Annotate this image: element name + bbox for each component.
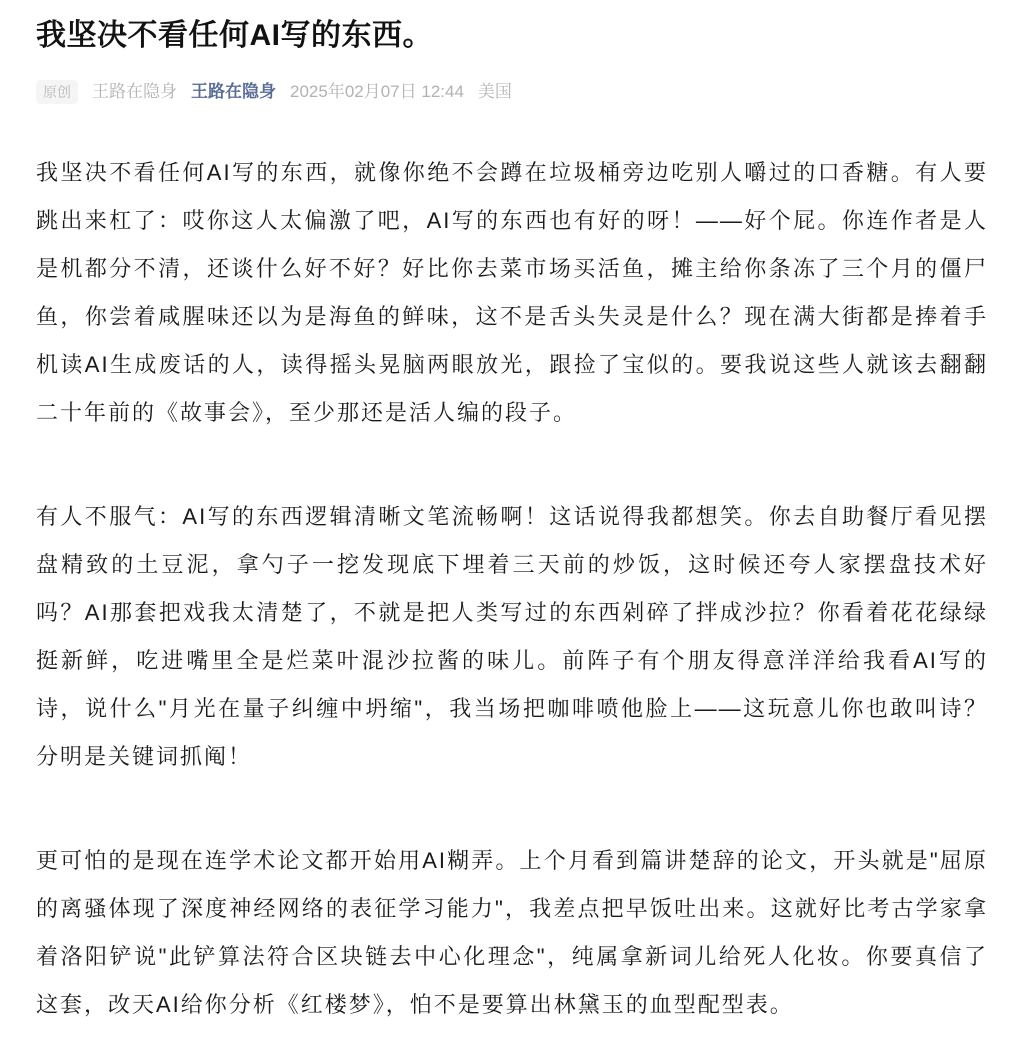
article-paragraph: 有人不服气：AI写的东西逻辑清晰文笔流畅啊！这话说得我都想笑。你去自助餐厅看见摆盘精致的土豆泥，拿勺子一挖发现底下埋着三天前的炒饭，这时候还夸人家摆盘技术好吗？AI那套把戏我太清楚了，不就是把人类写过的东西剁碎了拌成沙拉？你看着花花绿绿挺新鲜，吃进嘴里全是烂菜叶混沙拉酱的味儿。前阵子有个朋友得意洋洋给我看AI写的诗，说什么"月光在量子纠缠中坍缩"，我当场把咖啡喷他脸上——这玩意儿你也敢叫诗？分明是关键词抓阄！ bbox=[36, 504, 988, 769]
publish-datetime: 2025年02月07日 12:44 bbox=[290, 82, 464, 101]
publish-location: 美国 bbox=[477, 82, 512, 101]
article-content bbox=[36, 149, 988, 1029]
author-name: 王路在隐身 bbox=[92, 82, 177, 101]
byline bbox=[36, 79, 988, 105]
article-title: 我坚决不看任何AI写的东西。 bbox=[36, 19, 433, 52]
article-paragraph: 更可怕的是现在连学术论文都开始用AI糊弄。上个月看到篇讲楚辞的论文，开头就是"屈原的离骚体现了深度神经网络的表征学习能力"，我差点把早饭吐出来。这就好比考古学家拿着洛阳铲说"此铲算法符合区块链去中心化理念"，纯属拿新词儿给死人化妆。你要真信了这套，改天AI给你分析《红楼梦》，怕不是要算出林黛玉的血型配型表。 bbox=[36, 848, 988, 1017]
original-badge: 原创 bbox=[36, 80, 78, 104]
account-link[interactable]: 王路在隐身 bbox=[191, 82, 276, 101]
article-paragraph: 我坚决不看任何AI写的东西，就像你绝不会蹲在垃圾桶旁边吃别人嚼过的口香糖。有人要跳出来杠了：哎你这人太偏激了吧，AI写的东西也有好的呀！——好个屁。你连作者是人是机都分不清，还谈什么好不好？好比你去菜市场买活鱼，摊主给你条冻了三个月的僵尸鱼，你尝着咸腥味还以为是海鱼的鲜味，这不是舌头失灵是什么？现在满大街都是捧着手机读AI生成废话的人，读得摇头晃脑两眼放光，跟捡了宝似的。要我说这些人就该去翻翻二十年前的《故事会》，至少那还是活人编的段子。 bbox=[36, 160, 988, 425]
